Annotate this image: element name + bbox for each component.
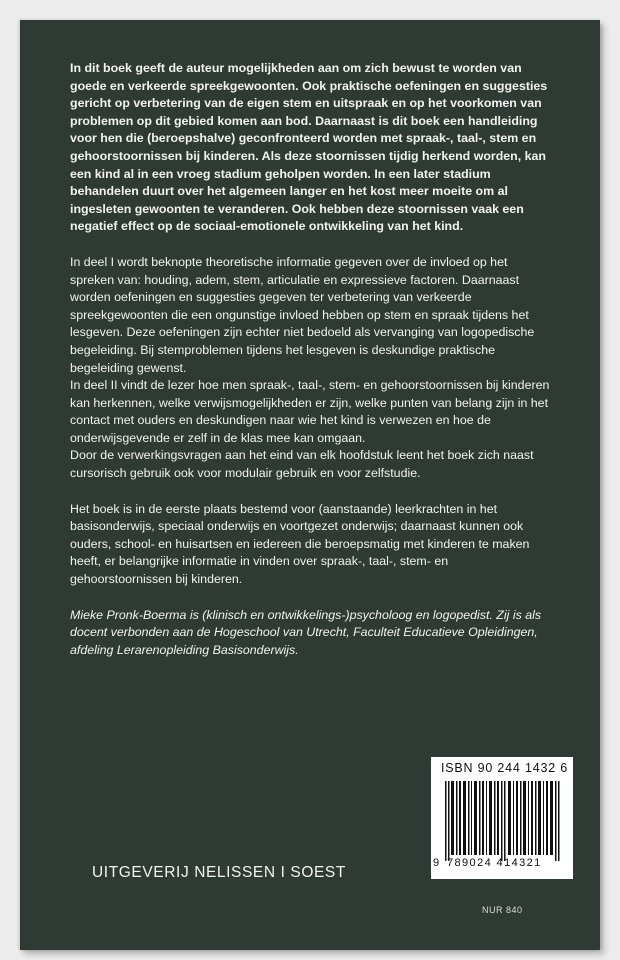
ean-digits: 789024 414321	[447, 857, 542, 869]
intro-paragraph: In dit boek geeft de auteur mogelijkheden aan om zich bewust te worden van goede en verkeerde spreekgewoonten. Ook praktische oefeningen en suggesties gericht op verbetering van de eigen stem en uitspraak en op het voorkomen van problemen op dit gebied komen aan bod. Daarnaast is dit boek een handleiding voor hen die (beroepshalve) geconfronteerd worden met spraak-, taal-, stem en gehoorstoornissen bij kinderen. Als deze stoornissen tijdig herkend worden, kan een kind al in een vroeg stadium geholpen worden. In een later stadium behandelen duurt over het algemeen langer en het kost meer moeite om al ingesleten gewoonten te veranderen. Ook hebben deze stoornissen vaak een negatief effect op de sociaal-emotionele ontwikkeling van het kind.	[70, 61, 548, 234]
blurb-text	[70, 60, 550, 677]
part-two-paragraph: In deel II vindt de lezer hoe men spraak-, taal-, stem- en gehoorstoornissen bij kinderen kan herkennen, welke verwijsmogelijkheden er zijn, welke punten van belang zijn in het contact met ouders en deskundigen naar wie het kind is verwezen en hoe de onderwijsgevende er zelf in de klas mee kan omgaan.	[70, 378, 550, 445]
publisher-name: UITGEVERIJ NELISSEN I SOEST	[92, 864, 346, 881]
audience-paragraph: Het boek is in de eerste plaats bestemd voor (aanstaande) leerkrachten in het basisonderwijs, speciaal onderwijs en voortgezet onderwijs; daarnaast kunnen ook ouders, school- en huisartsen en iedereen die beroepsmatig met kinderen te maken heeft, er belangrijke informatie in vinden over spraak-, taal-, stem- en gehoorstoornissen bij kinderen.	[70, 501, 530, 587]
study-use-paragraph: Door de verwerkingsvragen aan het eind van elk hoofdstuk leent het boek zich naast cursorisch gebruik ook voor modulair gebruik en voor zelfstudie.	[70, 448, 534, 481]
barcode-label	[431, 757, 573, 879]
author-bio: Mieke Pronk-Boerma is (klinisch en ontwikkelings-)psycholoog en logopedist. Zij is als docent verbonden aan de Hogeschool van Utrecht, Faculteit Educatieve Opleidingen, afdeling Lerarenopleiding Basisonderwijs.	[70, 607, 542, 657]
nur-code: NUR 840	[482, 905, 523, 915]
isbn-number: ISBN 90 244 1432 6	[441, 761, 568, 775]
ean-first-digit: 9	[433, 857, 440, 869]
barcode-icon	[445, 781, 561, 861]
part-one-paragraph: In deel I wordt beknopte theoretische informatie gegeven over de invloed op het spreken van: houding, adem, stem, articulatie en expressieve factoren. Daarnaast worden oefeningen en suggesties gegeven ter verbetering van verkeerde spreekgewoonten die een ongunstige invloed hebben op stem en spraak tijdens het lesgeven. Deze oefeningen zijn echter niet bedoeld als vervanging van logopedische begeleiding. Bij stemproblemen tijdens het lesgeven is deskundige praktische begeleiding gewenst.	[70, 254, 535, 375]
